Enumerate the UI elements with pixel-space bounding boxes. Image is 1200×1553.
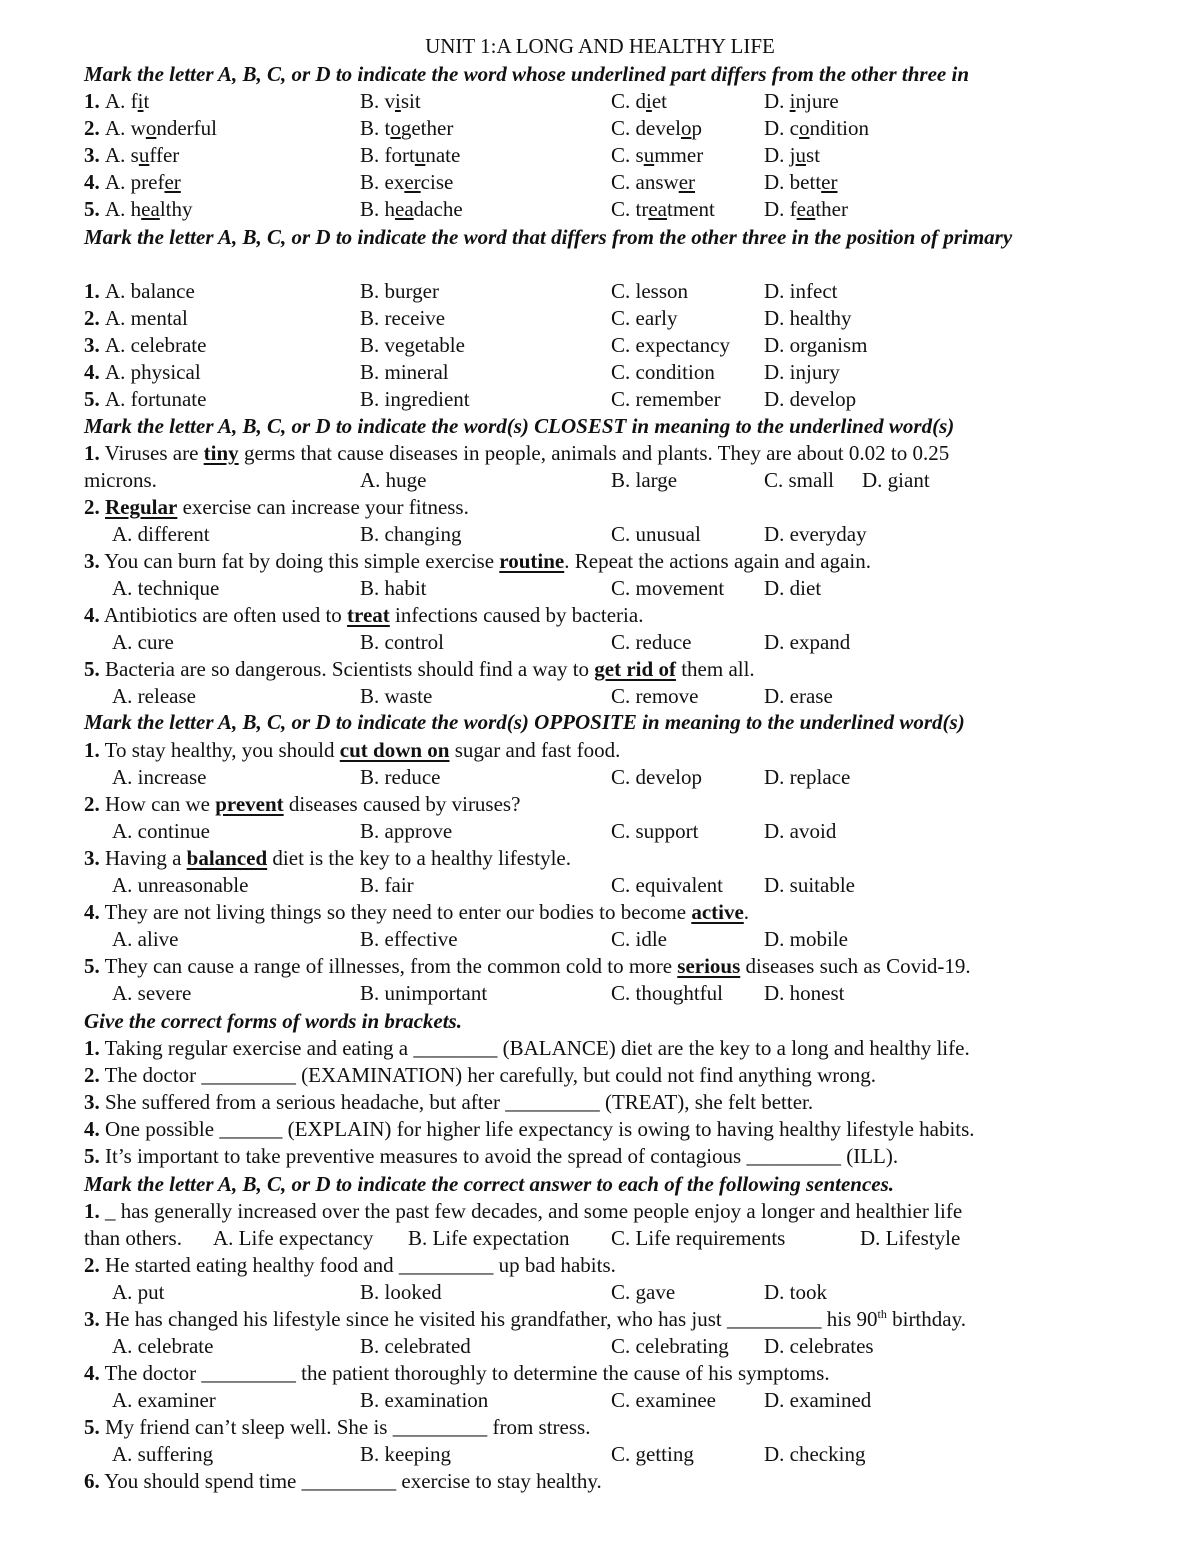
question-stem: 1. _ has generally increased over the past few decades, and some people enjoy a longer and healthier life — [84, 1199, 963, 1223]
question-number: 3. — [84, 1307, 100, 1331]
target-word: get rid of — [594, 657, 676, 681]
options-row — [84, 683, 1104, 710]
question-number: 1. — [84, 279, 105, 303]
question-number: 2. — [84, 306, 105, 330]
option-d: D. avoid — [764, 819, 837, 843]
underlined-part: ea — [648, 197, 667, 221]
option-c: C. remove — [611, 684, 699, 708]
option-b: B. headache — [360, 197, 463, 221]
question-number: 5. — [84, 387, 105, 411]
options-row — [84, 872, 1104, 899]
options-row — [84, 359, 1104, 386]
target-word: balanced — [186, 846, 268, 870]
option-d: D. honest — [764, 981, 845, 1005]
option-d: D. injury — [764, 360, 840, 384]
underlined-part: er — [678, 170, 696, 194]
option-a: A. increase — [112, 765, 207, 789]
options-row — [84, 332, 1104, 359]
options-row — [84, 1279, 1104, 1306]
option-c: C. expectancy — [611, 333, 730, 357]
question-stem: 5. They can cause a range of illnesses, from the common cold to more serious diseases such as Covid-19. — [84, 954, 971, 978]
question-number: 2. — [84, 116, 105, 140]
underlined-part: u — [138, 143, 150, 167]
option-b: B. unimportant — [360, 981, 488, 1005]
option-a: A. celebrate — [112, 1334, 214, 1358]
option-c: C. gave — [611, 1280, 676, 1304]
options-row — [84, 115, 1104, 142]
option-a: A. severe — [112, 981, 192, 1005]
options-row — [84, 818, 1104, 845]
option-b: B. changing — [360, 522, 462, 546]
target-word: Regular — [105, 495, 178, 519]
option-b: B. large — [611, 468, 678, 492]
underlined-part: o — [799, 116, 810, 140]
option-a: 2. A. wonderful — [84, 116, 217, 140]
options-row — [84, 1387, 1104, 1414]
option-a: A. unreasonable — [112, 873, 249, 897]
underlined-part: i — [646, 89, 652, 113]
question-stem: 2. Regular exercise can increase your fitness. — [84, 495, 469, 519]
question-stem: 2. He started eating healthy food and _________ up bad habits. — [84, 1253, 616, 1277]
option-d: D. replace — [764, 765, 851, 789]
option-a: A. cure — [112, 630, 174, 654]
option-c: C. answer — [611, 170, 696, 194]
option-c: C. examinee — [611, 1388, 716, 1412]
option-d: D. expand — [764, 630, 851, 654]
word-form-question: 2. The doctor _________ (EXAMINATION) her carefully, but could not find anything wrong. — [84, 1063, 877, 1087]
question-number: 2. — [84, 1063, 100, 1087]
word-form-question: 1. Taking regular exercise and eating a ________ (BALANCE) diet are the key to a long and healthy life. — [84, 1036, 970, 1060]
option-d: D. suitable — [764, 873, 855, 897]
option-d: D. erase — [764, 684, 833, 708]
options-row — [84, 521, 1104, 548]
question-continuation: than others. — [84, 1226, 182, 1250]
options-row — [84, 629, 1104, 656]
option-c: C. idle — [611, 927, 667, 951]
target-word: prevent — [215, 792, 284, 816]
question-number: 5. — [84, 197, 105, 221]
question-number: 2. — [84, 792, 100, 816]
question-number: 3. — [84, 1090, 100, 1114]
question-continuation: microns. — [84, 468, 157, 492]
question-number: 3. — [84, 333, 105, 357]
target-word: serious — [677, 954, 741, 978]
target-word: routine — [499, 549, 565, 573]
page-title: UNIT 1:A LONG AND HEALTHY LIFE — [425, 34, 775, 58]
question-number: 4. — [84, 1361, 100, 1385]
options-row — [84, 196, 1104, 223]
options-row — [84, 926, 1104, 953]
question-stem: 4. They are not living things so they need to enter our bodies to become active. — [84, 900, 750, 924]
option-a: A. technique — [112, 576, 220, 600]
question-stem: 5. Bacteria are so dangerous. Scientists should find a way to get rid of them all. — [84, 657, 755, 681]
option-b: B. vegetable — [360, 333, 465, 357]
superscript: th — [877, 1307, 887, 1321]
option-a: A. continue — [112, 819, 210, 843]
underlined-part: er — [404, 170, 421, 194]
section-instruction: Mark the letter A, B, C, or D to indicate the word whose underlined part differs from the other three in — [84, 62, 969, 86]
option-b: B. approve — [360, 819, 453, 843]
question-stem: 5. My friend can’t sleep well. She is _________ from stress. — [84, 1415, 591, 1439]
option-b: B. habit — [360, 576, 427, 600]
option-c: C. support — [611, 819, 699, 843]
option-b: B. fair — [360, 873, 414, 897]
target-word: active — [691, 900, 744, 924]
option-c: C. lesson — [611, 279, 689, 303]
option-c: C. equivalent — [611, 873, 723, 897]
option-c: C. thoughtful — [611, 981, 724, 1005]
section-instruction: Mark the letter A, B, C, or D to indicate the word(s) CLOSEST in meaning to the underlined word(s) — [84, 414, 955, 438]
options-row — [84, 169, 1104, 196]
option-d: D. condition — [764, 116, 870, 140]
underlined-part: ea — [796, 197, 816, 221]
underlined-part: er — [164, 170, 181, 194]
target-word: treat — [347, 603, 390, 627]
option-a: A. examiner — [112, 1388, 216, 1412]
options-row — [84, 980, 1104, 1007]
question-number: 6. — [84, 1469, 100, 1493]
question-number: 1. — [84, 738, 100, 762]
option-b: B. exercise — [360, 170, 454, 194]
option-c: C. treatment — [611, 197, 715, 221]
question-number: 4. — [84, 900, 100, 924]
option-d: D. Lifestyle — [860, 1226, 961, 1250]
option-c: C. develop — [611, 116, 702, 140]
question-number: 1. — [84, 1036, 100, 1060]
options-row — [84, 142, 1104, 169]
option-b: B. keeping — [360, 1442, 451, 1466]
option-b: B. Life expectation — [408, 1226, 570, 1250]
question-number: 3. — [84, 846, 100, 870]
option-b: B. mineral — [360, 360, 449, 384]
option-b: B. reduce — [360, 765, 441, 789]
underlined-part: i — [789, 89, 796, 113]
underlined-part: er — [821, 170, 838, 194]
section-instruction: Mark the letter A, B, C, or D to indicate the correct answer to each of the following sentences. — [84, 1172, 895, 1196]
underlined-part: i — [137, 89, 144, 113]
option-c: C. early — [611, 306, 678, 330]
option-a: 1. A. balance — [84, 279, 195, 303]
question-number: 1. — [84, 1199, 100, 1223]
options-row — [84, 88, 1104, 115]
underlined-part: o — [681, 116, 692, 140]
option-a: 5. A. fortunate — [84, 387, 207, 411]
option-b: B. visit — [360, 89, 421, 113]
section-instruction: Mark the letter A, B, C, or D to indicate the word that differs from the other three in the position of primary — [84, 225, 1013, 249]
question-stem: 2. How can we prevent diseases caused by viruses? — [84, 792, 521, 816]
question-stem: 1. To stay healthy, you should cut down on sugar and fast food. — [84, 738, 621, 762]
question-number: 4. — [84, 170, 105, 194]
question-number: 3. — [84, 143, 105, 167]
option-b: B. waste — [360, 684, 433, 708]
option-d: D. feather — [764, 197, 848, 221]
option-d: D. checking — [764, 1442, 866, 1466]
option-a: 1. A. fit — [84, 89, 150, 113]
underlined-part: u — [414, 143, 426, 167]
option-c: C. diet — [611, 89, 668, 113]
underlined-part: u — [795, 143, 807, 167]
options-row — [84, 278, 1104, 305]
option-c: C. remember — [611, 387, 721, 411]
question-number: 4. — [84, 1117, 100, 1141]
option-d: D. diet — [764, 576, 822, 600]
option-b: B. receive — [360, 306, 446, 330]
underlined-part: o — [145, 116, 157, 140]
option-d: D. organism — [764, 333, 868, 357]
section-instruction: Give the correct forms of words in brackets. — [84, 1009, 462, 1033]
option-d: D. examined — [764, 1388, 872, 1412]
option-c: C. small — [764, 468, 835, 492]
question-number: 1. — [84, 89, 105, 113]
question-number: 2. — [84, 495, 100, 519]
option-b: B. ingredient — [360, 387, 470, 411]
question-stem: 3. He has changed his lifestyle since he visited his grandfather, who has just _________ his 90th birthday. — [84, 1307, 966, 1331]
question-number: 4. — [84, 360, 105, 384]
target-word: cut down on — [339, 738, 450, 762]
option-c: C. unusual — [611, 522, 701, 546]
options-row — [84, 1441, 1104, 1468]
option-b: B. celebrated — [360, 1334, 471, 1358]
option-c: C. Life requirements — [611, 1226, 786, 1250]
question-number: 1. — [84, 441, 100, 465]
option-b: B. burger — [360, 279, 439, 303]
question-number: 5. — [84, 1415, 100, 1439]
option-a: 5. A. healthy — [84, 197, 193, 221]
option-d: D. mobile — [764, 927, 848, 951]
option-b: B. together — [360, 116, 454, 140]
question-stem: 4. The doctor _________ the patient thoroughly to determine the cause of his symptoms. — [84, 1361, 830, 1385]
option-a: 2. A. mental — [84, 306, 188, 330]
option-c: C. movement — [611, 576, 725, 600]
question-stem: 3. You can burn fat by doing this simple exercise routine. Repeat the actions again and again. — [84, 549, 871, 573]
option-a: 3. A. celebrate — [84, 333, 207, 357]
option-c: C. develop — [611, 765, 702, 789]
option-c: C. summer — [611, 143, 704, 167]
question-number: 3. — [84, 549, 100, 573]
underlined-part: u — [643, 143, 655, 167]
underlined-part: ea — [141, 197, 160, 221]
question-stem: 3. Having a balanced diet is the key to a healthy lifestyle. — [84, 846, 572, 870]
question-number: 4. — [84, 603, 100, 627]
option-c: C. celebrating — [611, 1334, 729, 1358]
word-form-question: 5. It’s important to take preventive measures to avoid the spread of contagious _________ (ILL). — [84, 1144, 899, 1168]
underlined-part: o — [390, 116, 401, 140]
option-d: D. develop — [764, 387, 857, 411]
option-b: B. fortunate — [360, 143, 461, 167]
option-d: D. healthy — [764, 306, 852, 330]
option-d: D. infect — [764, 279, 838, 303]
option-b: B. examination — [360, 1388, 489, 1412]
question-number: 2. — [84, 1253, 100, 1277]
option-a: A. different — [112, 522, 210, 546]
word-form-question: 4. One possible ______ (EXPLAIN) for higher life expectancy is owing to having healthy lifestyle habits. — [84, 1117, 975, 1141]
question-stem: 4. Antibiotics are often used to treat infections caused by bacteria. — [84, 603, 644, 627]
option-a: 4. A. prefer — [84, 170, 181, 194]
section-instruction: Mark the letter A, B, C, or D to indicate the word(s) OPPOSITE in meaning to the underlined word(s) — [84, 710, 965, 734]
question-stem: 6. You should spend time _________ exercise to stay healthy. — [84, 1469, 602, 1493]
option-d: D. celebrates — [764, 1334, 874, 1358]
option-d: D. everyday — [764, 522, 867, 546]
option-d: D. giant — [862, 468, 930, 492]
option-b: B. effective — [360, 927, 458, 951]
options-row — [84, 1333, 1104, 1360]
option-d: D. better — [764, 170, 838, 194]
question-stem: 1. Viruses are tiny germs that cause diseases in people, animals and plants. They are about 0.02 to 0.25 — [84, 441, 950, 465]
target-word: tiny — [203, 441, 239, 465]
question-number: 5. — [84, 657, 100, 681]
option-a: A. Life expectancy — [213, 1226, 374, 1250]
question-number: 5. — [84, 1144, 100, 1168]
option-a: 4. A. physical — [84, 360, 201, 384]
underlined-part: i — [395, 89, 401, 113]
option-a: A. alive — [112, 927, 179, 951]
option-d: D. injure — [764, 89, 839, 113]
options-row — [84, 305, 1104, 332]
option-d: D. just — [764, 143, 821, 167]
option-c: C. getting — [611, 1442, 694, 1466]
option-b: B. looked — [360, 1280, 442, 1304]
option-a: A. put — [112, 1280, 165, 1304]
option-a: 3. A. suffer — [84, 143, 180, 167]
option-c: C. reduce — [611, 630, 692, 654]
options-row — [84, 386, 1104, 413]
word-form-question: 3. She suffered from a serious headache, but after _________ (TREAT), she felt better. — [84, 1090, 814, 1114]
options-row — [84, 764, 1104, 791]
option-b: B. control — [360, 630, 444, 654]
option-a: A. release — [112, 684, 196, 708]
options-row — [84, 575, 1104, 602]
option-c: C. condition — [611, 360, 715, 384]
option-a: A. suffering — [112, 1442, 214, 1466]
underlined-part: ea — [395, 197, 414, 221]
option-d: D. took — [764, 1280, 827, 1304]
options-row — [84, 467, 1104, 494]
options-row — [84, 1225, 1104, 1252]
option-a: A. huge — [360, 468, 427, 492]
question-number: 5. — [84, 954, 100, 978]
